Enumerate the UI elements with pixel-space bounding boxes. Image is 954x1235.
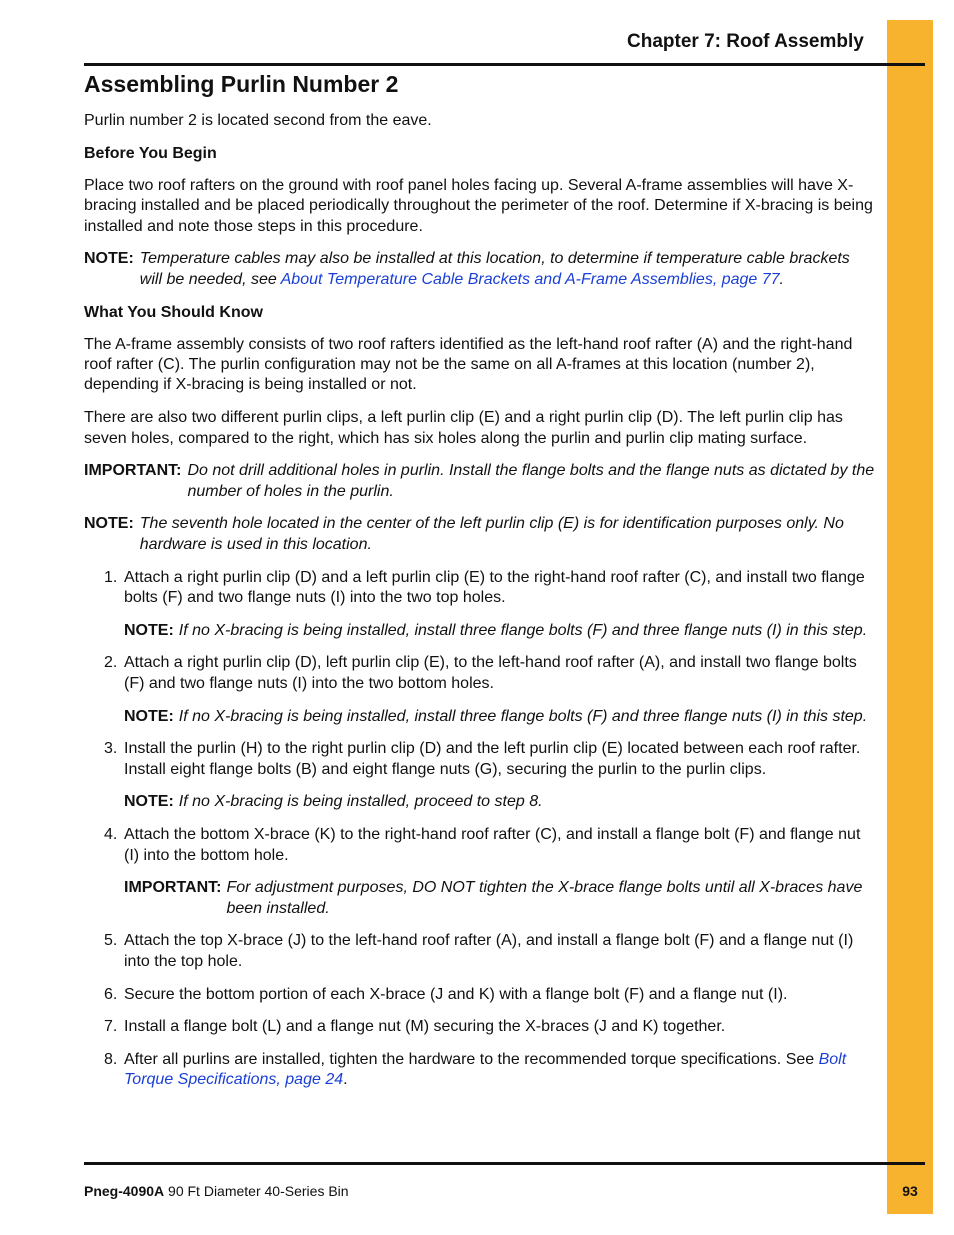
step-text: Attach a right purlin clip (D), left purlin clip (E), to the left-hand roof rafter (A), and install two flange bolts (F) and two flange nuts (I) into the two bottom holes. bbox=[124, 654, 857, 692]
step-number: 6. bbox=[104, 985, 118, 1003]
important-text: Do not drill additional holes in purlin. Install the flange bolts and the flange nuts as dictated by the number of holes in the purlin. bbox=[187, 462, 875, 500]
important-label: IMPORTANT: bbox=[124, 879, 222, 897]
step-text: Install a flange bolt (L) and a flange nut (M) securing the X-braces (J and K) together. bbox=[124, 1018, 726, 1036]
step-3-note bbox=[124, 792, 876, 812]
step-number: 5. bbox=[104, 932, 118, 950]
know-paragraph-2: There are also two different purlin clips, a left purlin clip (E) and a right purlin clip (D). The left purlin clip has seven holes, compared to the right, which has six holes along the purlin and purlin clip mating surface. bbox=[84, 409, 843, 447]
seventh-hole-note bbox=[84, 514, 876, 555]
note-label: NOTE: bbox=[84, 250, 134, 268]
step-1 bbox=[84, 568, 876, 609]
footer-rule bbox=[84, 1162, 925, 1165]
step-3 bbox=[84, 739, 876, 780]
bolt-torque-link[interactable]: Bolt Torque Specifications, page 24 bbox=[124, 1051, 847, 1089]
before-heading: Before You Begin bbox=[84, 144, 217, 162]
step-7 bbox=[84, 1017, 876, 1037]
step-8 bbox=[84, 1050, 876, 1091]
procedure-steps bbox=[84, 568, 876, 1091]
know-paragraph-1: The A-frame assembly consists of two roof rafters identified as the left-hand roof rafter (A) and the right-hand roof rafter (C). The purlin configuration may not be the same on all A-frames at this location (number 2), depending if X-bracing is being installed or not. bbox=[84, 335, 853, 394]
step-4-important bbox=[124, 878, 876, 919]
temperature-note bbox=[84, 249, 876, 290]
important-label: IMPORTANT: bbox=[84, 462, 182, 480]
step-text: Attach the top X-brace (J) to the left-hand roof rafter (A), and install a flange bolt (F) and a flange nut (I) into the top hole. bbox=[124, 932, 854, 970]
step-number: 7. bbox=[104, 1018, 118, 1036]
doc-id: Pneg-4090A bbox=[84, 1183, 165, 1199]
step-8-end: . bbox=[343, 1071, 348, 1089]
chapter-tab-bar bbox=[887, 20, 933, 1214]
step-5 bbox=[84, 931, 876, 972]
step-2-note bbox=[124, 707, 876, 727]
chapter-heading: Chapter 7: Roof Assembly bbox=[627, 31, 864, 52]
step-4 bbox=[84, 825, 876, 866]
intro-text: Purlin number 2 is located second from the eave. bbox=[84, 112, 432, 129]
important-text: For adjustment purposes, DO NOT tighten the X-brace flange bolts until all X-braces have been installed. bbox=[226, 879, 863, 917]
step-6 bbox=[84, 985, 876, 1005]
note-text: If no X-bracing is being installed, install three flange bolts (F) and three flange nuts (I) in this step. bbox=[178, 707, 868, 725]
important-note bbox=[84, 461, 876, 502]
step-number: 1. bbox=[104, 568, 118, 586]
step-text: Attach a right purlin clip (D) and a left purlin clip (E) to the right-hand roof rafter (C), and install two flange bolts (F) and two flange nuts (I) into the two top holes. bbox=[124, 568, 865, 606]
step-number: 4. bbox=[104, 826, 118, 844]
before-paragraph: Place two roof rafters on the ground with roof panel holes facing up. Several A-frame assemblies will have X-bracing installed and be placed periodically throughout the perimeter of the roof. Determine if X-bracing is being installed and note those steps in this procedure. bbox=[84, 177, 873, 235]
step-text bbox=[124, 1050, 876, 1091]
step-text: Secure the bottom portion of each X-brace (J and K) with a flange bolt (F) and a flange nut (I). bbox=[124, 985, 788, 1003]
note-label: NOTE: bbox=[124, 707, 174, 725]
note-label: NOTE: bbox=[124, 793, 174, 811]
note-end: . bbox=[779, 270, 784, 288]
page-title: Assembling Purlin Number 2 bbox=[84, 71, 399, 97]
step-8-text: After all purlins are installed, tighten the hardware to the recommended torque specifications. See bbox=[124, 1051, 819, 1069]
main-content bbox=[84, 111, 876, 1103]
note-text: If no X-bracing is being installed, proceed to step 8. bbox=[178, 793, 543, 811]
temperature-brackets-link[interactable]: About Temperature Cable Brackets and A-Frame Assemblies, page 77 bbox=[280, 270, 780, 288]
step-1-note bbox=[124, 621, 876, 641]
note-label: NOTE: bbox=[84, 515, 134, 533]
step-number: 8. bbox=[104, 1051, 118, 1069]
header-rule bbox=[84, 63, 925, 66]
note-text: If no X-bracing is being installed, install three flange bolts (F) and three flange nuts (I) in this step. bbox=[178, 621, 868, 639]
step-number: 3. bbox=[104, 740, 118, 758]
step-2 bbox=[84, 653, 876, 694]
note-text: The seventh hole located in the center of the left purlin clip (E) is for identification purposes only. No hardware is used in this location. bbox=[139, 515, 844, 553]
step-text: Attach the bottom X-brace (K) to the right-hand roof rafter (C), and install a flange bolt (F) and flange nut (I) into the bottom hole. bbox=[124, 826, 861, 864]
note-text: Temperature cables may also be installed at this location, to determine if temperature cable brackets will be needed, see bbox=[139, 250, 850, 288]
page-number: 93 bbox=[902, 1183, 918, 1199]
note-label: NOTE: bbox=[124, 621, 174, 639]
footer bbox=[84, 1183, 349, 1199]
know-heading: What You Should Know bbox=[84, 303, 263, 321]
doc-title: 90 Ft Diameter 40-Series Bin bbox=[164, 1183, 349, 1199]
step-number: 2. bbox=[104, 654, 118, 672]
step-text: Install the purlin (H) to the right purlin clip (D) and the left purlin clip (E) located between each roof rafter. Install eight flange bolts (B) and eight flange nuts (G), securing the purlin to the purlin clips. bbox=[124, 740, 861, 778]
